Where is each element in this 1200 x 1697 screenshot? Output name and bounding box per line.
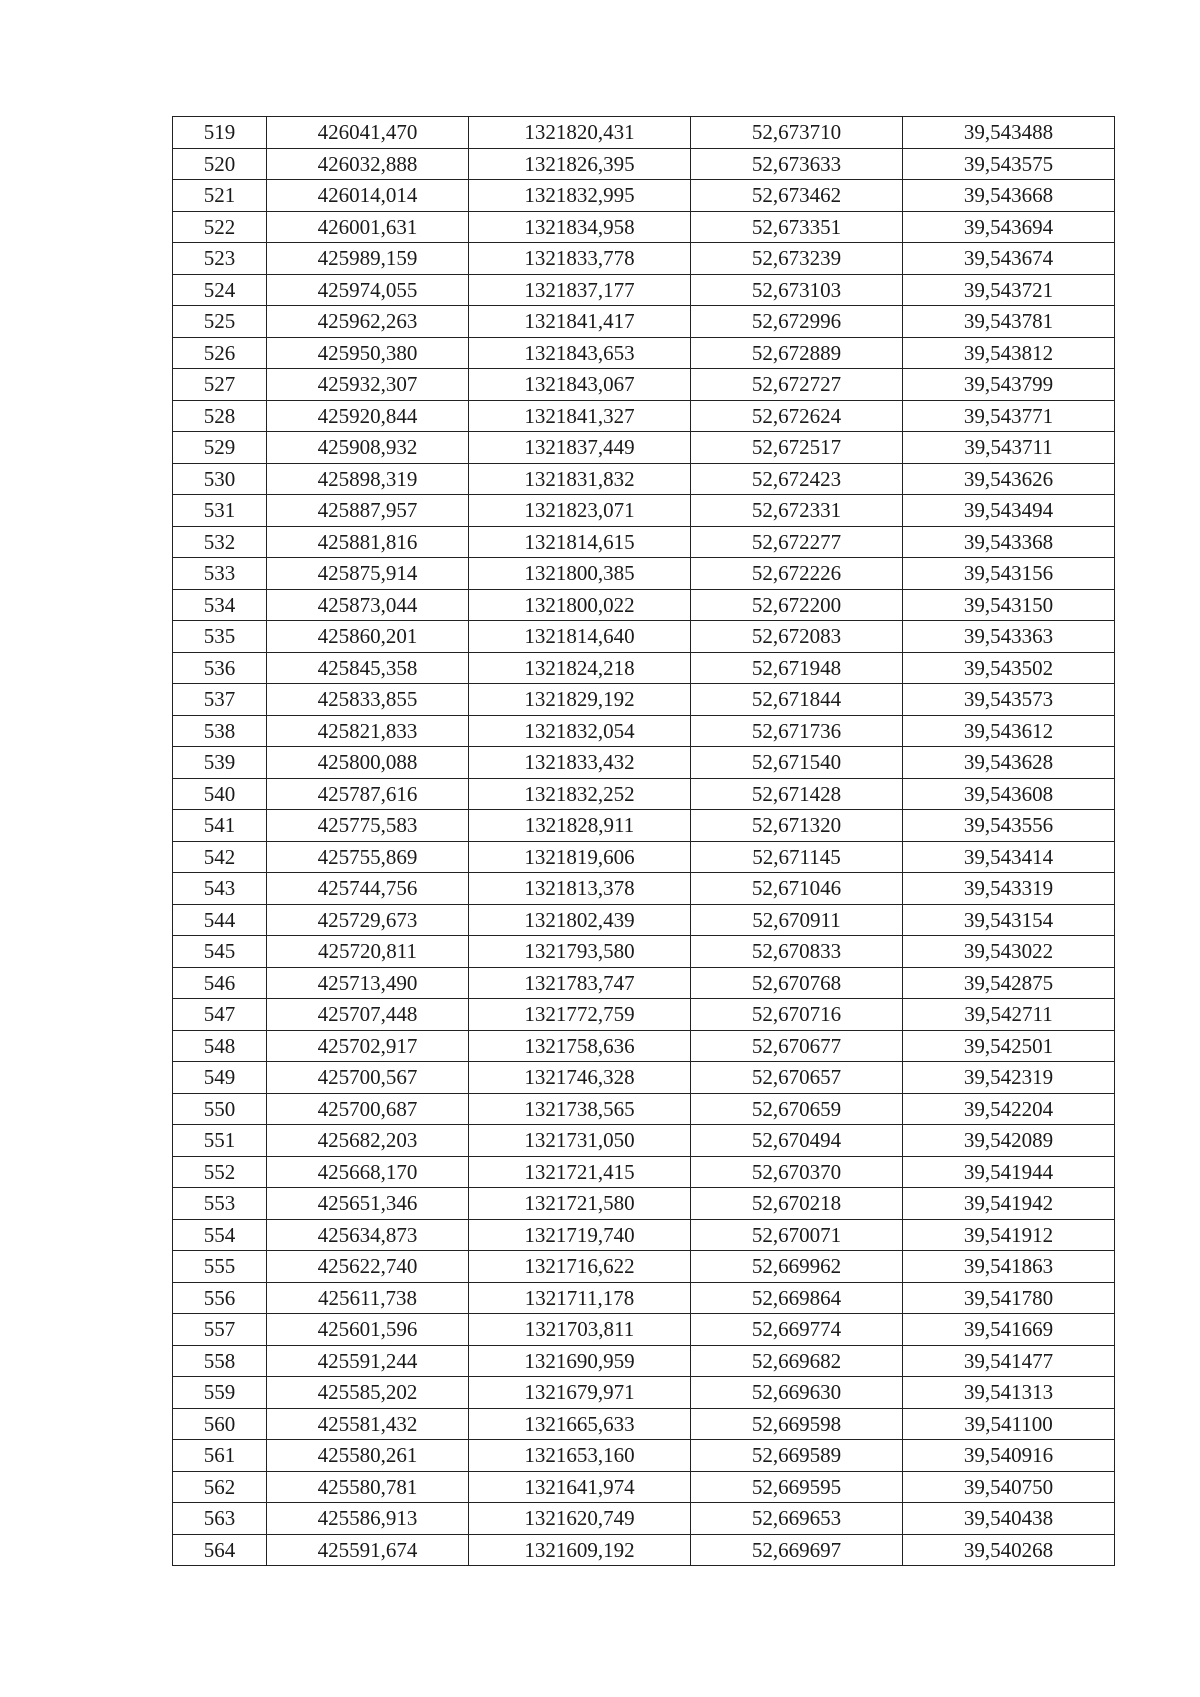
table-row [173, 432, 1115, 464]
table-row [173, 1188, 1115, 1220]
point-number-cell: 541 [173, 810, 267, 842]
y-coordinate-cell: 1321834,958 [469, 211, 691, 243]
table-row [173, 180, 1115, 212]
y-coordinate-cell: 1321783,747 [469, 967, 691, 999]
longitude-cell: 39,542501 [903, 1030, 1115, 1062]
longitude-cell: 39,543414 [903, 841, 1115, 873]
table-row [173, 1314, 1115, 1346]
x-coordinate-cell: 425932,307 [267, 369, 469, 401]
y-coordinate-cell: 1321802,439 [469, 904, 691, 936]
latitude-cell: 52,671145 [691, 841, 903, 873]
latitude-cell: 52,671948 [691, 652, 903, 684]
x-coordinate-cell: 425775,583 [267, 810, 469, 842]
longitude-cell: 39,543628 [903, 747, 1115, 779]
longitude-cell: 39,543363 [903, 621, 1115, 653]
latitude-cell: 52,670370 [691, 1156, 903, 1188]
x-coordinate-cell: 425668,170 [267, 1156, 469, 1188]
longitude-cell: 39,543694 [903, 211, 1115, 243]
table-row [173, 495, 1115, 527]
table-row [173, 1345, 1115, 1377]
y-coordinate-cell: 1321814,615 [469, 526, 691, 558]
latitude-cell: 52,669595 [691, 1471, 903, 1503]
table-row [173, 1030, 1115, 1062]
longitude-cell: 39,543488 [903, 117, 1115, 149]
latitude-cell: 52,670218 [691, 1188, 903, 1220]
x-coordinate-cell: 425845,358 [267, 652, 469, 684]
y-coordinate-cell: 1321679,971 [469, 1377, 691, 1409]
longitude-cell: 39,541100 [903, 1408, 1115, 1440]
point-number-cell: 525 [173, 306, 267, 338]
table-row [173, 463, 1115, 495]
x-coordinate-cell: 425787,616 [267, 778, 469, 810]
y-coordinate-cell: 1321719,740 [469, 1219, 691, 1251]
latitude-cell: 52,671540 [691, 747, 903, 779]
longitude-cell: 39,543674 [903, 243, 1115, 275]
y-coordinate-cell: 1321829,192 [469, 684, 691, 716]
y-coordinate-cell: 1321716,622 [469, 1251, 691, 1283]
x-coordinate-cell: 425962,263 [267, 306, 469, 338]
table-row [173, 873, 1115, 905]
point-number-cell: 551 [173, 1125, 267, 1157]
latitude-cell: 52,669864 [691, 1282, 903, 1314]
latitude-cell: 52,673103 [691, 274, 903, 306]
longitude-cell: 39,541780 [903, 1282, 1115, 1314]
longitude-cell: 39,542089 [903, 1125, 1115, 1157]
x-coordinate-cell: 425974,055 [267, 274, 469, 306]
y-coordinate-cell: 1321832,054 [469, 715, 691, 747]
longitude-cell: 39,543812 [903, 337, 1115, 369]
latitude-cell: 52,670494 [691, 1125, 903, 1157]
point-number-cell: 534 [173, 589, 267, 621]
latitude-cell: 52,669697 [691, 1534, 903, 1566]
y-coordinate-cell: 1321620,749 [469, 1503, 691, 1535]
longitude-cell: 39,543781 [903, 306, 1115, 338]
y-coordinate-cell: 1321841,327 [469, 400, 691, 432]
point-number-cell: 532 [173, 526, 267, 558]
latitude-cell: 52,672226 [691, 558, 903, 590]
longitude-cell: 39,543154 [903, 904, 1115, 936]
longitude-cell: 39,543608 [903, 778, 1115, 810]
x-coordinate-cell: 425580,261 [267, 1440, 469, 1472]
y-coordinate-cell: 1321721,580 [469, 1188, 691, 1220]
latitude-cell: 52,669598 [691, 1408, 903, 1440]
y-coordinate-cell: 1321641,974 [469, 1471, 691, 1503]
longitude-cell: 39,543771 [903, 400, 1115, 432]
table-row [173, 1408, 1115, 1440]
table-row [173, 1534, 1115, 1566]
table-row [173, 211, 1115, 243]
y-coordinate-cell: 1321814,640 [469, 621, 691, 653]
point-number-cell: 550 [173, 1093, 267, 1125]
table-row [173, 936, 1115, 968]
longitude-cell: 39,541863 [903, 1251, 1115, 1283]
longitude-cell: 39,543556 [903, 810, 1115, 842]
table-row [173, 841, 1115, 873]
table-row [173, 810, 1115, 842]
coordinates-table-body [173, 117, 1115, 1566]
latitude-cell: 52,670911 [691, 904, 903, 936]
x-coordinate-cell: 425950,380 [267, 337, 469, 369]
point-number-cell: 529 [173, 432, 267, 464]
point-number-cell: 544 [173, 904, 267, 936]
longitude-cell: 39,543156 [903, 558, 1115, 590]
y-coordinate-cell: 1321653,160 [469, 1440, 691, 1472]
table-row [173, 526, 1115, 558]
latitude-cell: 52,670071 [691, 1219, 903, 1251]
point-number-cell: 557 [173, 1314, 267, 1346]
longitude-cell: 39,541669 [903, 1314, 1115, 1346]
point-number-cell: 558 [173, 1345, 267, 1377]
point-number-cell: 547 [173, 999, 267, 1031]
table-row [173, 1440, 1115, 1472]
x-coordinate-cell: 425713,490 [267, 967, 469, 999]
longitude-cell: 39,543668 [903, 180, 1115, 212]
table-row [173, 1156, 1115, 1188]
x-coordinate-cell: 425702,917 [267, 1030, 469, 1062]
point-number-cell: 545 [173, 936, 267, 968]
y-coordinate-cell: 1321824,218 [469, 652, 691, 684]
latitude-cell: 52,673633 [691, 148, 903, 180]
point-number-cell: 519 [173, 117, 267, 149]
table-row [173, 589, 1115, 621]
x-coordinate-cell: 425700,567 [267, 1062, 469, 1094]
longitude-cell: 39,543573 [903, 684, 1115, 716]
point-number-cell: 563 [173, 1503, 267, 1535]
x-coordinate-cell: 425833,855 [267, 684, 469, 716]
longitude-cell: 39,543799 [903, 369, 1115, 401]
y-coordinate-cell: 1321833,778 [469, 243, 691, 275]
latitude-cell: 52,673351 [691, 211, 903, 243]
table-row [173, 1377, 1115, 1409]
point-number-cell: 564 [173, 1534, 267, 1566]
x-coordinate-cell: 425707,448 [267, 999, 469, 1031]
latitude-cell: 52,672727 [691, 369, 903, 401]
longitude-cell: 39,543626 [903, 463, 1115, 495]
table-row [173, 117, 1115, 149]
x-coordinate-cell: 425920,844 [267, 400, 469, 432]
y-coordinate-cell: 1321843,653 [469, 337, 691, 369]
table-row [173, 1251, 1115, 1283]
point-number-cell: 521 [173, 180, 267, 212]
latitude-cell: 52,670659 [691, 1093, 903, 1125]
point-number-cell: 562 [173, 1471, 267, 1503]
x-coordinate-cell: 425873,044 [267, 589, 469, 621]
x-coordinate-cell: 425744,756 [267, 873, 469, 905]
latitude-cell: 52,671046 [691, 873, 903, 905]
longitude-cell: 39,540916 [903, 1440, 1115, 1472]
latitude-cell: 52,671736 [691, 715, 903, 747]
latitude-cell: 52,672996 [691, 306, 903, 338]
longitude-cell: 39,542711 [903, 999, 1115, 1031]
latitude-cell: 52,669774 [691, 1314, 903, 1346]
point-number-cell: 536 [173, 652, 267, 684]
point-number-cell: 523 [173, 243, 267, 275]
longitude-cell: 39,543502 [903, 652, 1115, 684]
y-coordinate-cell: 1321832,995 [469, 180, 691, 212]
x-coordinate-cell: 425875,914 [267, 558, 469, 590]
longitude-cell: 39,542204 [903, 1093, 1115, 1125]
table-row [173, 652, 1115, 684]
point-number-cell: 528 [173, 400, 267, 432]
point-number-cell: 539 [173, 747, 267, 779]
point-number-cell: 540 [173, 778, 267, 810]
point-number-cell: 537 [173, 684, 267, 716]
y-coordinate-cell: 1321823,071 [469, 495, 691, 527]
table-row [173, 1471, 1115, 1503]
x-coordinate-cell: 425622,740 [267, 1251, 469, 1283]
point-number-cell: 559 [173, 1377, 267, 1409]
y-coordinate-cell: 1321746,328 [469, 1062, 691, 1094]
latitude-cell: 52,670716 [691, 999, 903, 1031]
x-coordinate-cell: 425898,319 [267, 463, 469, 495]
latitude-cell: 52,671844 [691, 684, 903, 716]
table-row [173, 1503, 1115, 1535]
point-number-cell: 555 [173, 1251, 267, 1283]
y-coordinate-cell: 1321800,385 [469, 558, 691, 590]
table-row [173, 1093, 1115, 1125]
point-number-cell: 530 [173, 463, 267, 495]
x-coordinate-cell: 425821,833 [267, 715, 469, 747]
y-coordinate-cell: 1321665,633 [469, 1408, 691, 1440]
table-row [173, 715, 1115, 747]
table-row [173, 400, 1115, 432]
x-coordinate-cell: 425989,159 [267, 243, 469, 275]
longitude-cell: 39,543494 [903, 495, 1115, 527]
x-coordinate-cell: 425682,203 [267, 1125, 469, 1157]
longitude-cell: 39,543711 [903, 432, 1115, 464]
longitude-cell: 39,540268 [903, 1534, 1115, 1566]
table-row [173, 684, 1115, 716]
y-coordinate-cell: 1321738,565 [469, 1093, 691, 1125]
x-coordinate-cell: 426014,014 [267, 180, 469, 212]
point-number-cell: 527 [173, 369, 267, 401]
y-coordinate-cell: 1321721,415 [469, 1156, 691, 1188]
point-number-cell: 543 [173, 873, 267, 905]
table-row [173, 999, 1115, 1031]
table-row [173, 747, 1115, 779]
point-number-cell: 526 [173, 337, 267, 369]
x-coordinate-cell: 425908,932 [267, 432, 469, 464]
y-coordinate-cell: 1321813,378 [469, 873, 691, 905]
longitude-cell: 39,543150 [903, 589, 1115, 621]
table-row [173, 967, 1115, 999]
x-coordinate-cell: 425581,432 [267, 1408, 469, 1440]
table-row [173, 904, 1115, 936]
x-coordinate-cell: 425591,244 [267, 1345, 469, 1377]
x-coordinate-cell: 425729,673 [267, 904, 469, 936]
x-coordinate-cell: 425800,088 [267, 747, 469, 779]
y-coordinate-cell: 1321703,811 [469, 1314, 691, 1346]
longitude-cell: 39,541942 [903, 1188, 1115, 1220]
point-number-cell: 538 [173, 715, 267, 747]
y-coordinate-cell: 1321690,959 [469, 1345, 691, 1377]
table-row [173, 558, 1115, 590]
point-number-cell: 556 [173, 1282, 267, 1314]
y-coordinate-cell: 1321772,759 [469, 999, 691, 1031]
longitude-cell: 39,541313 [903, 1377, 1115, 1409]
longitude-cell: 39,542875 [903, 967, 1115, 999]
x-coordinate-cell: 426001,631 [267, 211, 469, 243]
coordinates-table [172, 116, 1115, 1566]
point-number-cell: 560 [173, 1408, 267, 1440]
latitude-cell: 52,671428 [691, 778, 903, 810]
latitude-cell: 52,672331 [691, 495, 903, 527]
latitude-cell: 52,670677 [691, 1030, 903, 1062]
longitude-cell: 39,541944 [903, 1156, 1115, 1188]
point-number-cell: 561 [173, 1440, 267, 1472]
longitude-cell: 39,543368 [903, 526, 1115, 558]
latitude-cell: 52,671320 [691, 810, 903, 842]
y-coordinate-cell: 1321826,395 [469, 148, 691, 180]
y-coordinate-cell: 1321832,252 [469, 778, 691, 810]
table-row [173, 778, 1115, 810]
latitude-cell: 52,669653 [691, 1503, 903, 1535]
x-coordinate-cell: 426041,470 [267, 117, 469, 149]
y-coordinate-cell: 1321731,050 [469, 1125, 691, 1157]
point-number-cell: 546 [173, 967, 267, 999]
table-row [173, 306, 1115, 338]
longitude-cell: 39,543612 [903, 715, 1115, 747]
x-coordinate-cell: 426032,888 [267, 148, 469, 180]
table-row [173, 1062, 1115, 1094]
y-coordinate-cell: 1321819,606 [469, 841, 691, 873]
latitude-cell: 52,673239 [691, 243, 903, 275]
y-coordinate-cell: 1321820,431 [469, 117, 691, 149]
table-row [173, 369, 1115, 401]
y-coordinate-cell: 1321841,417 [469, 306, 691, 338]
longitude-cell: 39,543319 [903, 873, 1115, 905]
table-row [173, 1282, 1115, 1314]
table-row [173, 274, 1115, 306]
latitude-cell: 52,669630 [691, 1377, 903, 1409]
latitude-cell: 52,672277 [691, 526, 903, 558]
x-coordinate-cell: 425601,596 [267, 1314, 469, 1346]
latitude-cell: 52,672889 [691, 337, 903, 369]
latitude-cell: 52,670657 [691, 1062, 903, 1094]
y-coordinate-cell: 1321833,432 [469, 747, 691, 779]
point-number-cell: 535 [173, 621, 267, 653]
table-row [173, 621, 1115, 653]
table-row [173, 1219, 1115, 1251]
longitude-cell: 39,543575 [903, 148, 1115, 180]
y-coordinate-cell: 1321837,177 [469, 274, 691, 306]
x-coordinate-cell: 425611,738 [267, 1282, 469, 1314]
y-coordinate-cell: 1321837,449 [469, 432, 691, 464]
x-coordinate-cell: 425755,869 [267, 841, 469, 873]
x-coordinate-cell: 425700,687 [267, 1093, 469, 1125]
point-number-cell: 542 [173, 841, 267, 873]
x-coordinate-cell: 425586,913 [267, 1503, 469, 1535]
point-number-cell: 548 [173, 1030, 267, 1062]
latitude-cell: 52,673710 [691, 117, 903, 149]
x-coordinate-cell: 425634,873 [267, 1219, 469, 1251]
longitude-cell: 39,540438 [903, 1503, 1115, 1535]
y-coordinate-cell: 1321711,178 [469, 1282, 691, 1314]
latitude-cell: 52,673462 [691, 180, 903, 212]
point-number-cell: 520 [173, 148, 267, 180]
y-coordinate-cell: 1321831,832 [469, 463, 691, 495]
y-coordinate-cell: 1321800,022 [469, 589, 691, 621]
y-coordinate-cell: 1321828,911 [469, 810, 691, 842]
latitude-cell: 52,669682 [691, 1345, 903, 1377]
y-coordinate-cell: 1321843,067 [469, 369, 691, 401]
x-coordinate-cell: 425585,202 [267, 1377, 469, 1409]
point-number-cell: 524 [173, 274, 267, 306]
longitude-cell: 39,543022 [903, 936, 1115, 968]
point-number-cell: 554 [173, 1219, 267, 1251]
table-row [173, 148, 1115, 180]
x-coordinate-cell: 425720,811 [267, 936, 469, 968]
latitude-cell: 52,670768 [691, 967, 903, 999]
latitude-cell: 52,672083 [691, 621, 903, 653]
x-coordinate-cell: 425860,201 [267, 621, 469, 653]
latitude-cell: 52,670833 [691, 936, 903, 968]
point-number-cell: 549 [173, 1062, 267, 1094]
point-number-cell: 552 [173, 1156, 267, 1188]
latitude-cell: 52,672200 [691, 589, 903, 621]
latitude-cell: 52,669589 [691, 1440, 903, 1472]
x-coordinate-cell: 425887,957 [267, 495, 469, 527]
longitude-cell: 39,543721 [903, 274, 1115, 306]
point-number-cell: 522 [173, 211, 267, 243]
point-number-cell: 533 [173, 558, 267, 590]
table-row [173, 1125, 1115, 1157]
x-coordinate-cell: 425651,346 [267, 1188, 469, 1220]
latitude-cell: 52,672423 [691, 463, 903, 495]
x-coordinate-cell: 425580,781 [267, 1471, 469, 1503]
y-coordinate-cell: 1321609,192 [469, 1534, 691, 1566]
longitude-cell: 39,540750 [903, 1471, 1115, 1503]
latitude-cell: 52,672624 [691, 400, 903, 432]
y-coordinate-cell: 1321793,580 [469, 936, 691, 968]
table-row [173, 243, 1115, 275]
latitude-cell: 52,672517 [691, 432, 903, 464]
x-coordinate-cell: 425591,674 [267, 1534, 469, 1566]
y-coordinate-cell: 1321758,636 [469, 1030, 691, 1062]
point-number-cell: 531 [173, 495, 267, 527]
longitude-cell: 39,541477 [903, 1345, 1115, 1377]
point-number-cell: 553 [173, 1188, 267, 1220]
table-row [173, 337, 1115, 369]
longitude-cell: 39,542319 [903, 1062, 1115, 1094]
latitude-cell: 52,669962 [691, 1251, 903, 1283]
longitude-cell: 39,541912 [903, 1219, 1115, 1251]
x-coordinate-cell: 425881,816 [267, 526, 469, 558]
